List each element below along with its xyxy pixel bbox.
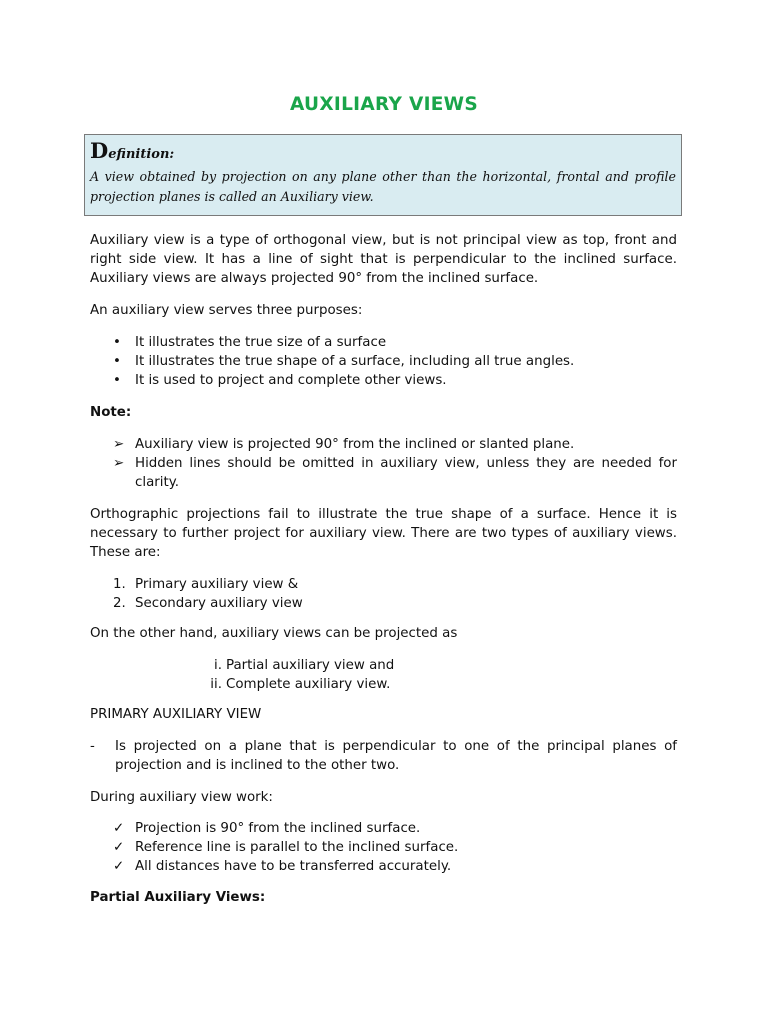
checkmark-icon: ✓ bbox=[113, 840, 125, 855]
list-item: ➢ Auxiliary view is projected 90° from the inclined or slanted plane. bbox=[113, 437, 575, 452]
list-item: • It illustrates the true shape of a surface, including all true angles. bbox=[113, 354, 575, 369]
page-title: AUXILIARY VIEWS bbox=[289, 94, 479, 115]
list-item: i. Partial auxiliary view and bbox=[214, 658, 395, 673]
definition-box bbox=[84, 134, 682, 216]
definition-text: A view obtained by projection on any plane other than the horizontal, frontal and profile projection planes is called an Auxiliary view. bbox=[90, 169, 676, 204]
definition-heading-rest: efinition: bbox=[108, 147, 175, 162]
list-item: 2. Secondary auxiliary view bbox=[113, 596, 303, 611]
list-item: ✓ Reference line is parallel to the inclined surface. bbox=[113, 840, 459, 855]
types-list bbox=[113, 575, 303, 613]
list-item: ii. Complete auxiliary view. bbox=[210, 677, 391, 692]
list-item: • It is used to project and complete other views. bbox=[113, 373, 447, 388]
list-item: ✓ Projection is 90° from the inclined surface. bbox=[113, 821, 421, 836]
bullet-icon: • bbox=[113, 335, 121, 350]
definition-drop-letter: D bbox=[90, 138, 109, 163]
arrowhead-icon: ➢ bbox=[113, 456, 125, 471]
during-work-paragraph: During auxiliary view work: bbox=[90, 790, 273, 805]
dash-icon: - bbox=[90, 739, 95, 754]
projection-kinds-list bbox=[200, 656, 394, 694]
definition-heading bbox=[90, 139, 676, 167]
list-item: - Is projected on a plane that is perpendicular to one of the principal planes of projection and is inclined to the other two. bbox=[90, 739, 677, 773]
checkmark-icon: ✓ bbox=[113, 821, 125, 836]
note-heading: Note: bbox=[90, 405, 132, 420]
other-hand-paragraph: On the other hand, auxiliary views can be projected as bbox=[90, 626, 458, 641]
orthographic-paragraph: Orthographic projections fail to illustrate the true shape of a surface. Hence it is necessary to further project for auxiliary view. There are two types of auxiliary views. These are: bbox=[90, 507, 677, 560]
purposes-intro: An auxiliary view serves three purposes: bbox=[90, 303, 363, 318]
checklist bbox=[113, 819, 458, 876]
notes-list bbox=[113, 435, 677, 492]
checkmark-icon: ✓ bbox=[113, 859, 125, 874]
primary-heading: PRIMARY AUXILIARY VIEW bbox=[90, 707, 262, 722]
bullet-icon: • bbox=[113, 354, 121, 369]
list-item: ✓ All distances have to be transferred accurately. bbox=[113, 859, 452, 874]
purposes-list bbox=[113, 333, 574, 390]
list-item: • It illustrates the true size of a surface bbox=[113, 335, 387, 350]
primary-items-list bbox=[90, 737, 677, 775]
partial-heading: Partial Auxiliary Views: bbox=[90, 890, 266, 905]
intro-paragraph: Auxiliary view is a type of orthogonal view, but is not principal view as top, front and right side view. It has a line of sight that is perpendicular to the inclined surface. Auxiliary views are always projected 90° from the inclined surface. bbox=[90, 233, 677, 286]
list-item: 1. Primary auxiliary view & bbox=[113, 577, 299, 592]
bullet-icon: • bbox=[113, 373, 121, 388]
arrowhead-icon: ➢ bbox=[113, 437, 125, 452]
list-item: ➢ Hidden lines should be omitted in auxiliary view, unless they are needed for clarity. bbox=[113, 456, 677, 490]
